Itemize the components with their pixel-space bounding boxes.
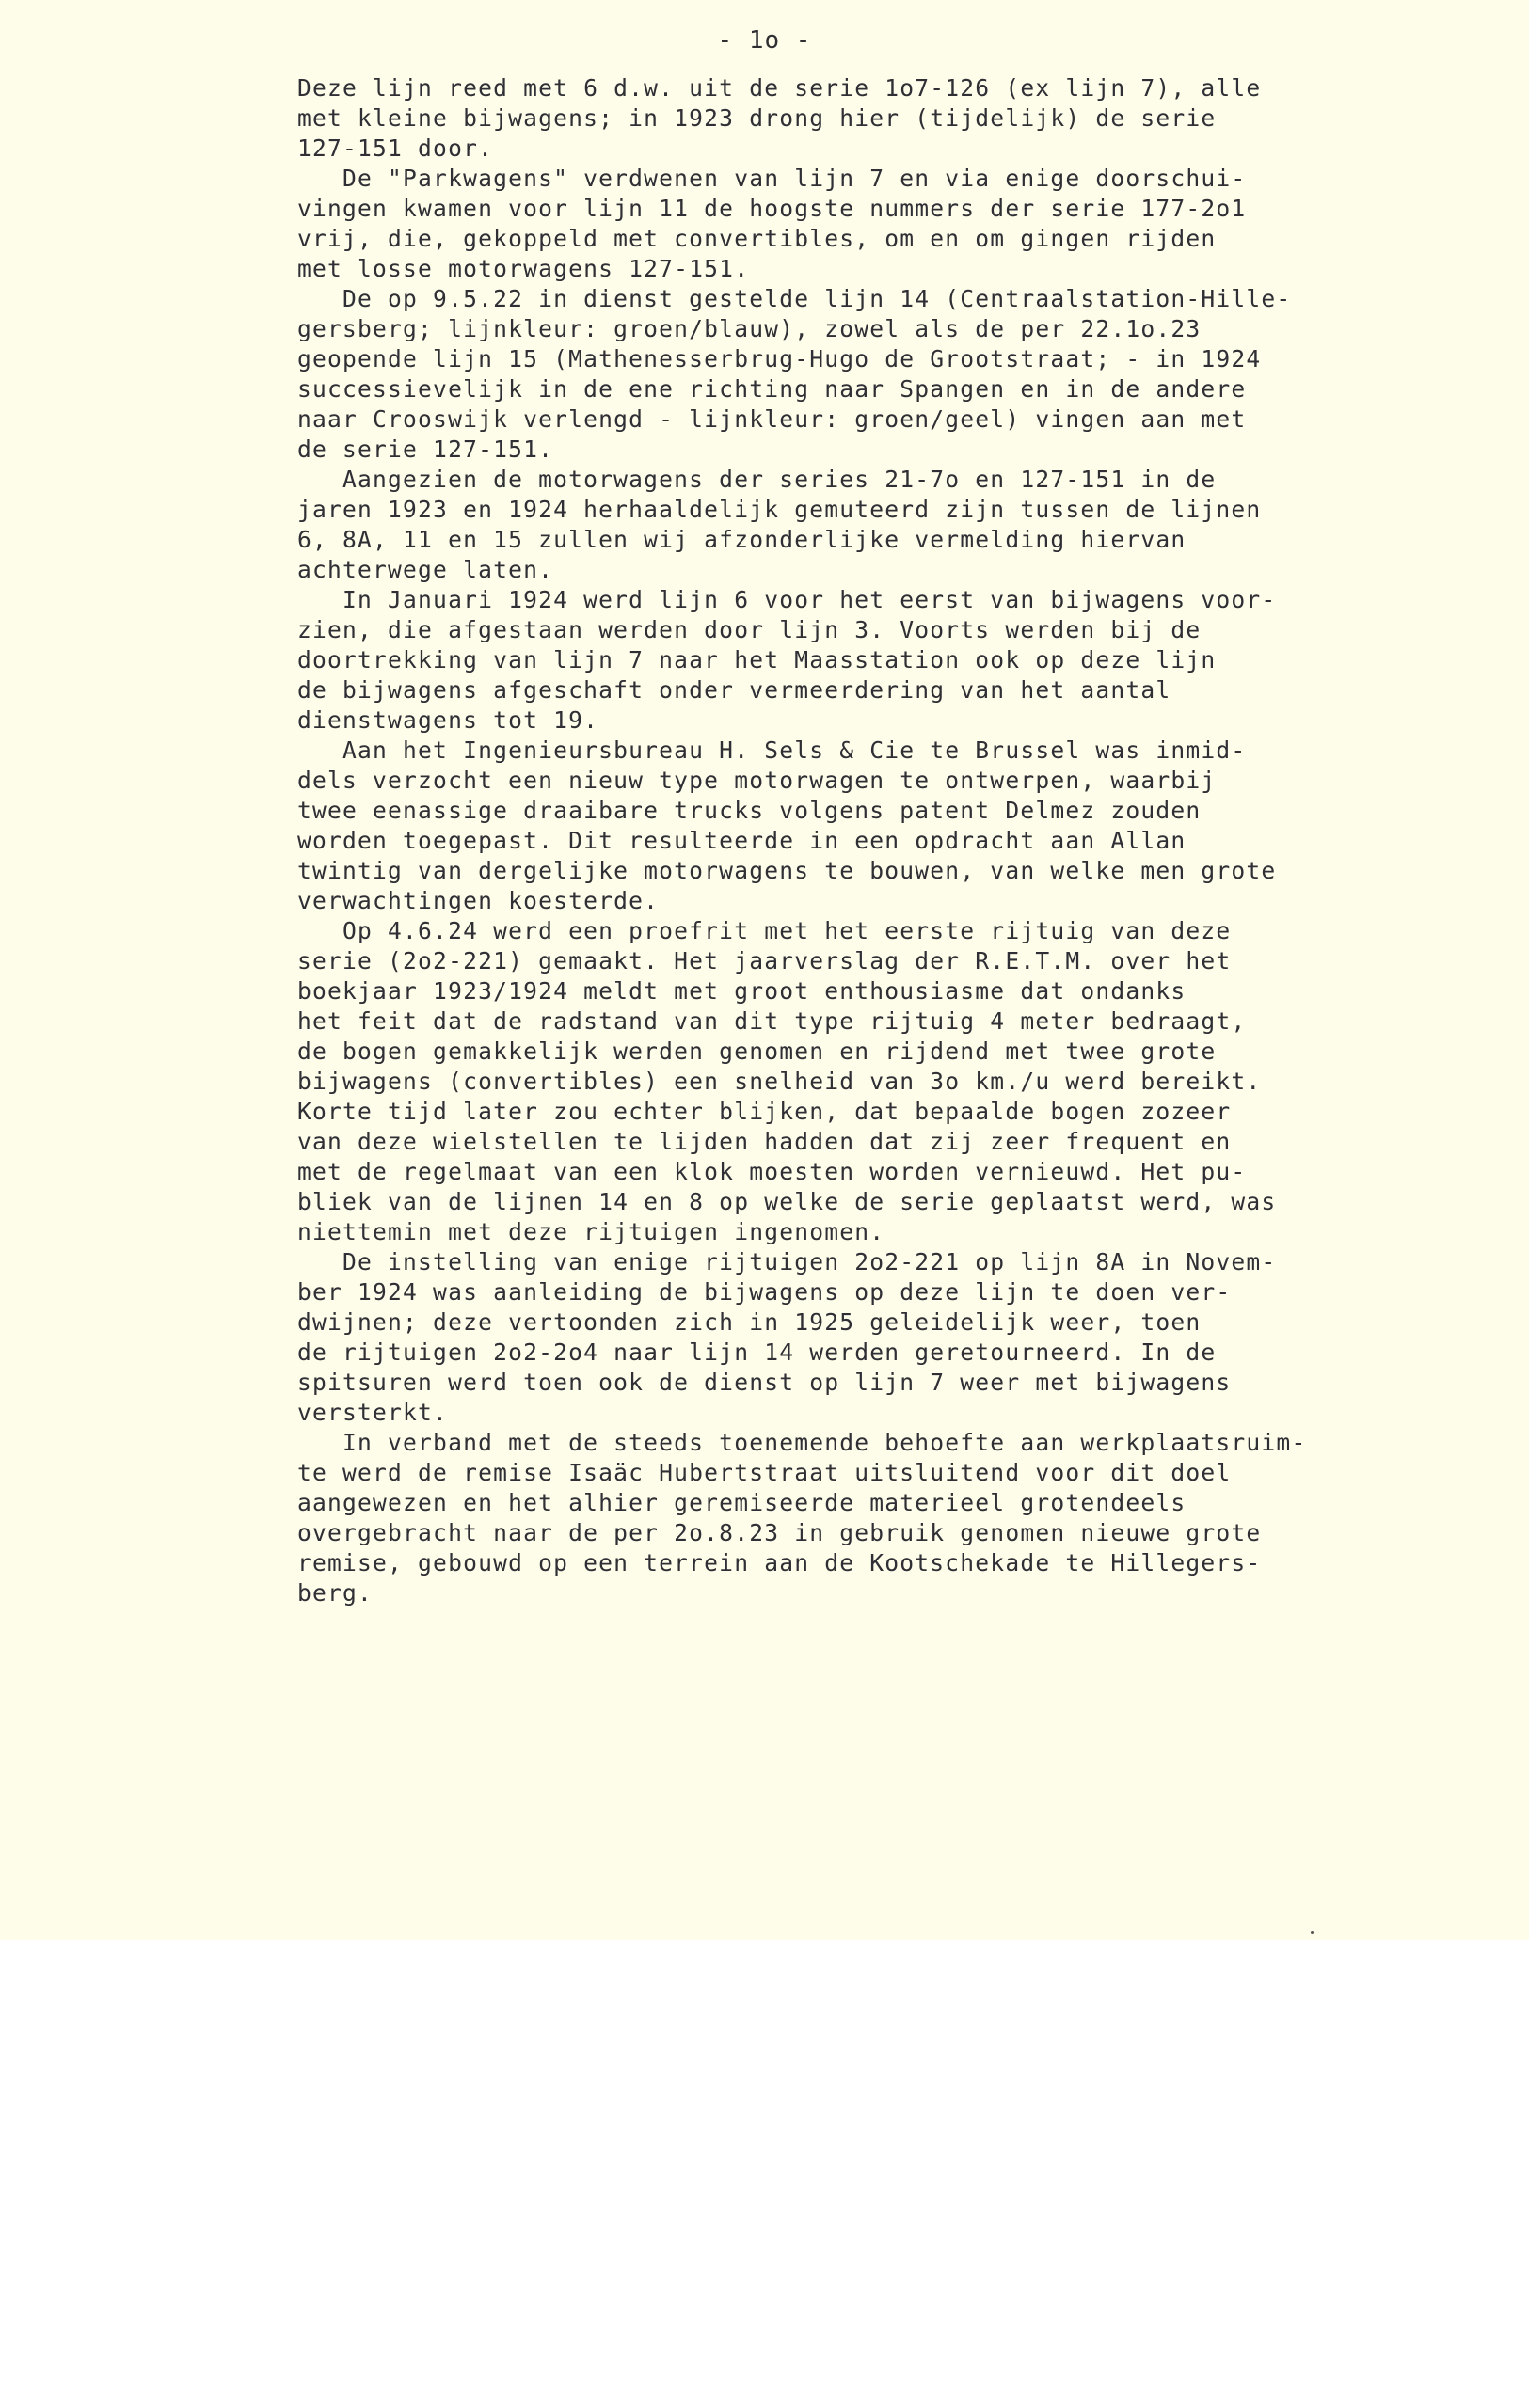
text-line: zien, die afgestaan werden door lijn 3. Voorts werden bij de: [297, 616, 1202, 643]
text-line: twintig van dergelijke motorwagens te bouwen, van welke men grote: [297, 857, 1277, 884]
text-line: De op 9.5.22 in dienst gestelde lijn 14 (Centraalstation-Hille-: [297, 285, 1292, 312]
text-line: 6, 8A, 11 en 15 zullen wij afzonderlijke vermelding hiervan: [297, 526, 1187, 553]
text-line: aangewezen en het alhier geremiseerde materieel grotendeels: [297, 1489, 1187, 1516]
text-line: te werd de remise Isaäc Hubertstraat uitsluitend voor dit doel: [297, 1459, 1232, 1486]
text-line: bliek van de lijnen 14 en 8 op welke de serie geplaatst werd, was: [297, 1188, 1277, 1215]
text-line: van deze wielstellen te lijden hadden dat zij zeer frequent en: [297, 1128, 1232, 1155]
text-line: met kleine bijwagens; in 1923 drong hier (tijdelijk) de serie: [297, 104, 1217, 132]
text-line: de bogen gemakkelijk werden genomen en rijdend met twee grote: [297, 1038, 1217, 1065]
text-line: jaren 1923 en 1924 herhaaldelijk gemuteerd zijn tussen de lijnen: [297, 496, 1262, 523]
text-line: berg.: [297, 1579, 374, 1607]
text-line: versterkt.: [297, 1399, 449, 1426]
paper-speck: [1311, 1931, 1314, 1934]
text-line: niettemin met deze rijtuigen ingenomen.: [297, 1218, 885, 1245]
text-line: verwachtingen koesterde.: [297, 887, 660, 914]
text-line: de rijtuigen 2o2-2o4 naar lijn 14 werden geretourneerd. In de: [297, 1339, 1217, 1366]
text-line: met losse motorwagens 127-151.: [297, 255, 750, 282]
text-line: De instelling van enige rijtuigen 2o2-221 op lijn 8A in Novem-: [297, 1248, 1277, 1275]
text-line: Aangezien de motorwagens der series 21-7o en 127-151 in de: [297, 466, 1217, 493]
typed-text-body: [297, 73, 1521, 1639]
page-number: - 1o -: [717, 26, 812, 55]
text-line: [297, 1608, 1521, 1639]
text-line: remise, gebouwd op een terrein aan de Kootschekade te Hillegers-: [297, 1549, 1262, 1576]
text-line: geopende lijn 15 (Mathenesserbrug-Hugo de Grootstraat; - in 1924: [297, 345, 1262, 372]
text-line: overgebracht naar de per 2o.8.23 in gebruik genomen nieuwe grote: [297, 1519, 1262, 1546]
text-line: Korte tijd later zou echter blijken, dat bepaalde bogen zozeer: [297, 1098, 1232, 1125]
text-line: bijwagens (convertibles) een snelheid van 3o km./u werd bereikt.: [297, 1068, 1262, 1095]
text-line: dienstwagens tot 19.: [297, 706, 599, 734]
text-line: doortrekking van lijn 7 naar het Maasstation ook op deze lijn: [297, 646, 1217, 673]
text-line: achterwege laten.: [297, 556, 554, 583]
text-line: successievelijk in de ene richting naar Spangen en in de andere: [297, 375, 1247, 403]
text-line: 127-151 door.: [297, 135, 494, 162]
text-line: spitsuren werd toen ook de dienst op lijn 7 weer met bijwagens: [297, 1369, 1232, 1396]
text-line: ber 1924 was aanleiding de bijwagens op deze lijn te doen ver-: [297, 1278, 1232, 1306]
text-line: Deze lijn reed met 6 d.w. uit de serie 1o7-126 (ex lijn 7), alle: [297, 74, 1262, 102]
text-line: worden toegepast. Dit resulteerde in een opdracht aan Allan: [297, 827, 1187, 854]
text-line: vingen kwamen voor lijn 11 de hoogste nummers der serie 177-2o1: [297, 195, 1247, 222]
text-line: In Januari 1924 werd lijn 6 voor het eerst van bijwagens voor-: [297, 586, 1277, 613]
text-line: het feit dat de radstand van dit type rijtuig 4 meter bedraagt,: [297, 1007, 1247, 1035]
text-line: gersberg; lijnkleur: groen/blauw), zowel als de per 22.1o.23: [297, 315, 1202, 342]
text-line: boekjaar 1923/1924 meldt met groot enthousiasme dat ondanks: [297, 977, 1187, 1005]
text-line: met de regelmaat van een klok moesten worden vernieuwd. Het pu-: [297, 1158, 1247, 1185]
text-line: Aan het Ingenieursbureau H. Sels & Cie te Brussel was inmid-: [297, 737, 1247, 764]
text-line: dels verzocht een nieuw type motorwagen te ontwerpen, waarbij: [297, 767, 1217, 794]
text-line: Op 4.6.24 werd een proefrit met het eerste rijtuig van deze: [297, 917, 1232, 944]
text-line: de serie 127-151.: [297, 436, 554, 463]
text-line: twee eenassige draaibare trucks volgens patent Delmez zouden: [297, 797, 1202, 824]
text-line: serie (2o2-221) gemaakt. Het jaarverslag der R.E.T.M. over het: [297, 947, 1232, 974]
text-line: De "Parkwagens" verdwenen van lijn 7 en via enige doorschui-: [297, 165, 1247, 192]
text-line: naar Crooswijk verlengd - lijnkleur: groen/geel) vingen aan met: [297, 405, 1247, 433]
text-line: In verband met de steeds toenemende behoefte aan werkplaatsruim-: [297, 1429, 1307, 1456]
text-line: vrij, die, gekoppeld met convertibles, om en om gingen rijden: [297, 225, 1217, 252]
text-line: dwijnen; deze vertoonden zich in 1925 geleidelijk weer, toen: [297, 1308, 1202, 1336]
text-line: de bijwagens afgeschaft onder vermeerdering van het aantal: [297, 676, 1171, 704]
